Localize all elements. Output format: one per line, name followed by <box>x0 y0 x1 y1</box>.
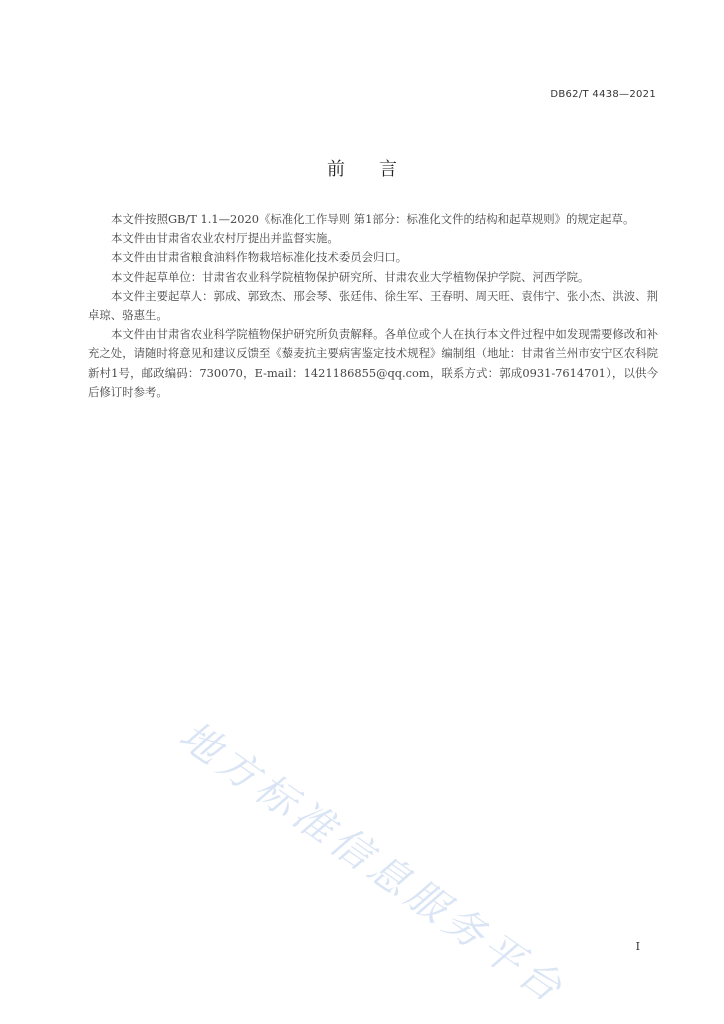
paragraph-proposer: 本文件由甘肃省农业农村厅提出并监督实施。 <box>111 231 339 246</box>
paragraph-committee: 本文件由甘肃省粮食油料作物栽培标准化技术委员会归口。 <box>111 250 408 265</box>
document-code: DB62/T 4438—2021 <box>550 89 656 100</box>
page-title: 前言 <box>327 159 431 180</box>
paragraph-drafters: 本文件主要起草人：郭成、郭致杰、邢会琴、张廷伟、徐生军、王春明、周天旺、袁伟宁、张小杰、洪波、荆卓琼、骆惠生。 <box>88 288 658 323</box>
page-number: I <box>635 940 640 953</box>
paragraph-drafting-rules: 本文件按照GB/T 1.1—2020《标准化工作导则 第1部分：标准化文件的结构和起草规则》的规定起草。 <box>111 212 635 226</box>
watermark: 地方标准信息服务平台 <box>170 712 574 1015</box>
paragraph-interpretation: 本文件由甘肃省农业科学院植物保护研究所负责解释。各单位或个人在执行本文件过程中如发现需要修改和补充之处，请随时将意见和建议反馈至《藜麦抗主要病害鉴定技术规程》编制组（地址：甘肃省兰州市安宁区农科院新村1号，邮政编码：730070，E-mail：1421186855@qq.com，联系方式：郭成0931-7614701），以供今后修订时参考。 <box>88 327 658 399</box>
foreword-body <box>88 210 658 402</box>
paragraph-drafting-units: 本文件起草单位：甘肃省农业科学院植物保护研究所、甘肃农业大学植物保护学院、河西学院。 <box>111 269 590 284</box>
